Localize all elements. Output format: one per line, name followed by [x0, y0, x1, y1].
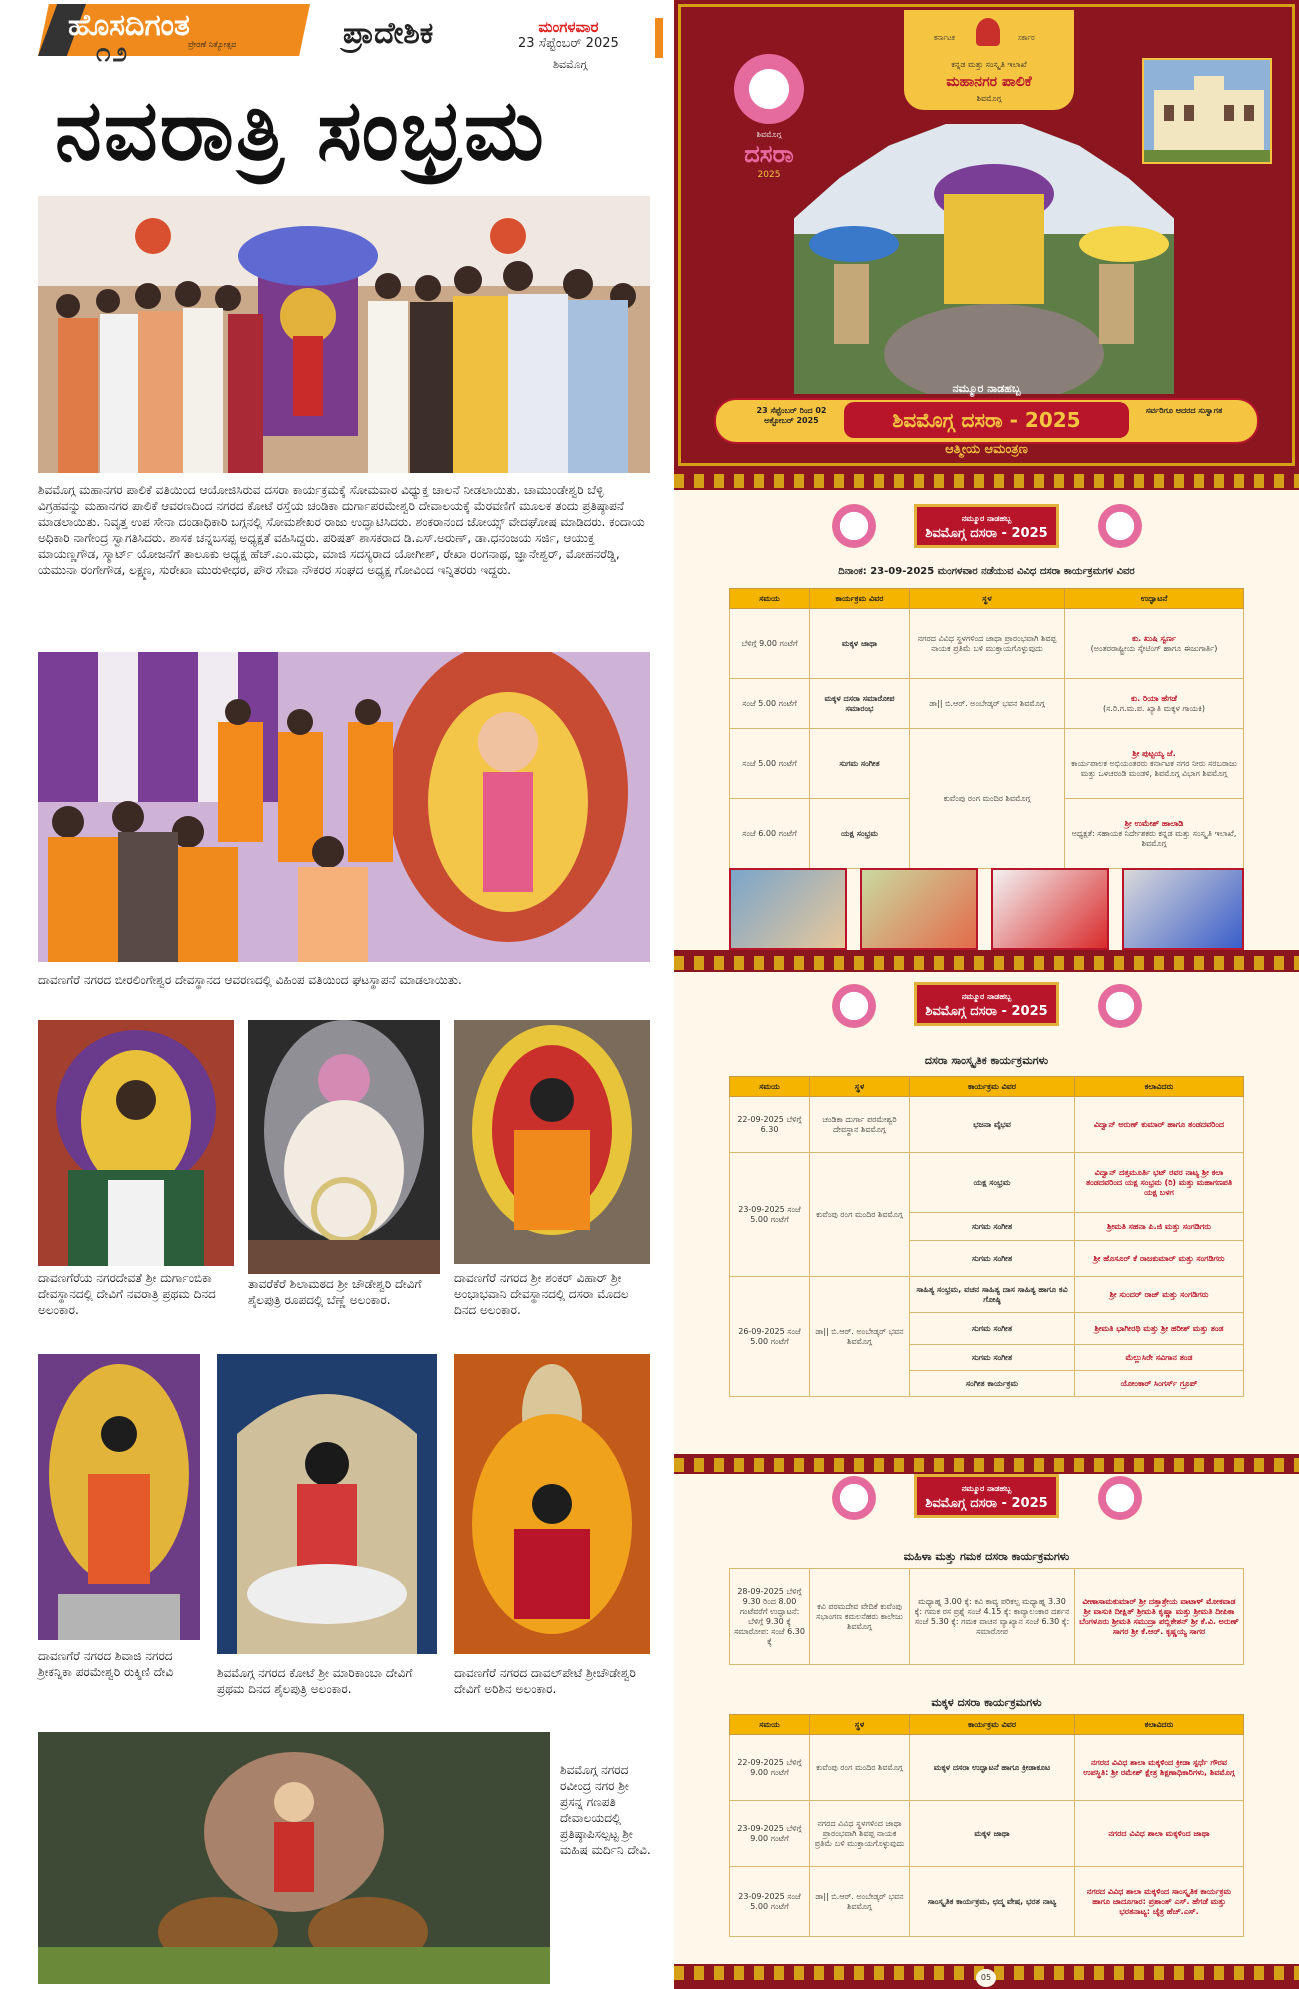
- caption-kannika: ದಾವಣಗೆರೆ ನಗರದ ಶಿವಾಜಿ ನಗರದ ಶ್ರೀಕನ್ನಿಕಾ ಪರಮೇಶ್ವರಿ ರುಕ್ಮಿಣಿ ದೇವಿ: [38, 1649, 174, 1679]
- panel2-banner: [914, 982, 1059, 1026]
- t4-artist: ನಗರದ ವಿವಿಧ ಶಾಲಾ ಮಕ್ಕಳಿಂದ ಸಾಂಸ್ಕೃತಿಕ ಕಾರ್ಯಕ್ರಮ ಹಾಗೂ ಜಾದೂಗಾರ: ಪ್ರಶಾಂತ್ ಎಸ್. ಹೆಗಡೆ ಮತ್ತು ಭರತನಾಟ್ಯ: ಚೈತ್ರ ಹೆಚ್.ಎಸ್.: [1075, 1867, 1244, 1937]
- t2-artist: ಯೋಂಕಾರ್ ಸಿಂಗರ್ಸ್ ಗ್ರೂಪ್: [1075, 1371, 1244, 1397]
- headline: ನವರಾತ್ರಿ ಸಂಭ್ರಮ: [55, 81, 546, 179]
- panel1-heading: ದಿನಾಂಕ: 23-09-2025 ಮಂಗಳವಾರ ನಡೆಯುವ ವಿವಿಧ ದಸರಾ ಕಾರ್ಯಕ್ರಮಗಳ ವಿವರ: [838, 566, 1135, 577]
- photo-dawalpet: [454, 1354, 650, 1654]
- photo-ceremony: [38, 196, 650, 473]
- photo-dawalpet-art: [454, 1354, 650, 1654]
- dasara-poster: [674, 0, 1299, 1989]
- t1-guest-note: ಕಾರ್ಯಪಾಲಕ ಅಭಿಯಂತರರು ಕರ್ನಾಟಕ ನಗರ ನೀರು ಸರಬರಾಜು ಮತ್ತು ಒಳಚರಂಡಿ ಮಂಡಳಿ, ಶಿವಮೊಗ್ಗ ವಿಭಾಗ ಶಿವಮೊಗ್ಗ: [1071, 758, 1237, 778]
- t2-time: 26-09-2025 ಸಂಜೆ 5.00 ಗಂಟೆಗೆ: [730, 1277, 810, 1397]
- t2-header-artist: ಕಲಾವಿದರು: [1075, 1077, 1244, 1097]
- photo-palike-building: [1142, 58, 1272, 164]
- section-name: ಪ್ರಾದೇಶಿಕ: [343, 16, 434, 51]
- caption-marikamba: ಶಿವಮೊಗ್ಗ ನಗರದ ಕೋಟೆ ಶ್ರೀ ಮಾರಿಕಾಂಬಾ ದೇವಿಗೆ ಪ್ರಥಮ ದಿನದ ಶೈಲಪುತ್ರಿ ಅಲಂಕಾರ.: [217, 1666, 413, 1696]
- photo-mahishamardini-art: [38, 1732, 550, 1984]
- edition-city: ಶಿವಮೊಗ್ಗ: [553, 58, 588, 71]
- photo-marikamba: [217, 1354, 437, 1654]
- t4-place: ಕುವೆಂಪು ರಂಗ ಮಂದಿರ ಶಿವಮೊಗ್ಗ: [810, 1735, 910, 1801]
- table-row: [730, 1153, 1244, 1213]
- t2-artist: ಶ್ರೀ ಸುಂದರ್ ರಾಜ್ ಮತ್ತು ಸಂಗಡಿಗರು: [1075, 1277, 1244, 1313]
- table-panel4: [729, 1714, 1244, 1937]
- photo-palike-building-art: [1144, 60, 1272, 164]
- t3-artist: ವೀಣಾಸಾಮಕುಮಾರ್ ಶ್ರೀ ದತ್ತಾತ್ರೇಯ ವಾಟಾಳ್ ಮೋಕವಾಡ ಶ್ರೀ ವಾಸುಕಿ ದೀಕ್ಷಿತ್ ಶ್ರೀಮತಿ ಕೃಷ್ಣಾ ಮತ್ತು ಶ್ರೀಮತಿ ದೀಪಿಕಾ ಬೆಂಗಳೂರು ಶ್ರೀಮತಿ ಸಮುದ್ರಾ ಪಬ್ಲಿಕೇಶನ್ ಶ್ರೀ ಕೆ.ವಿ. ಅರುಣ್ ಸಾಗರ ಶ್ರೀ ಕೆ.ಆರ್. ಕೃಷ್ಣಯ್ಯ ಸಾಗರ: [1075, 1569, 1244, 1665]
- t1-guest-cell: [1065, 799, 1244, 869]
- panel2-emblem-left: [832, 984, 876, 1028]
- t4-event: ಮಕ್ಕಳ ಜಾಥಾ: [910, 1801, 1075, 1867]
- t2-artist: ಮೆಲ್ಲುಸಿರೇ ಸವಿಗಾನ ತಂಡ: [1075, 1345, 1244, 1371]
- t4-place: ಡಾ|| ಬಿ.ಆರ್. ಅಂಬೇಡ್ಕರ್ ಭವನ ಶಿವಮೊಗ್ಗ: [810, 1867, 910, 1937]
- photo-mahishamardini: [38, 1732, 550, 1984]
- t4-place: ನಗರದ ವಿವಿಧ ಸ್ಥಳಗಳಿಂದ ಜಾಥಾ ಪ್ರಾರಂಭವಾಗಿ ಶಿವಪ್ಪ ನಾಯಕ ಪ್ರತಿಮೆ ಬಳಿ ಮುಕ್ತಾಯಗೊಳ್ಳುವುದು: [810, 1801, 910, 1867]
- t1-time: ಸಂಜೆ 5.00 ಗಂಟೆಗೆ: [730, 679, 810, 729]
- panel3-banner: [914, 1474, 1059, 1518]
- page-mark: 05: [976, 1969, 996, 1987]
- panel3-heading: ಮಹಿಳಾ ಮತ್ತು ಗಮಕ ದಸರಾ ಕಾರ್ಯಕ್ರಮಗಳು: [903, 1550, 1070, 1563]
- decorative-band-1: [674, 474, 1299, 488]
- panel1-banner-tagline: ನಮ್ಮೂರ ನಾಡಹಬ್ಬ: [961, 514, 1012, 523]
- t2-place: ಕುವೆಂಪು ರಂಗ ಮಂದಿರ ಶಿವಮೊಗ್ಗ: [810, 1153, 910, 1277]
- t1-guest: ಶ್ರೀ ಪುಟ್ಟಯ್ಯ ಜೆ.: [1132, 748, 1176, 758]
- t1-header-place: ಸ್ಥಳ: [910, 589, 1065, 609]
- date-box: [518, 18, 619, 51]
- t1-guest-cell: [1065, 609, 1244, 679]
- dates-left: 23 ಸೆಪ್ಟೆಂಬರ್ ರಿಂದ 02 ಅಕ್ಟೋಬರ್ 2025: [756, 406, 827, 425]
- weekday: ಮಂಗಳವಾರ: [538, 18, 599, 36]
- t1-guest-cell: [1065, 729, 1244, 799]
- t4-event: ಸಾಂಸ್ಕೃತಿಕ ಕಾರ್ಯಕ್ರಮ, ಛದ್ಮ ವೇಷ, ಭರತ ನಾಟ್ಯ: [910, 1867, 1075, 1937]
- table-row: [730, 1569, 1244, 1665]
- t1-place: ಡಾ|| ಬಿ.ಆರ್. ಅಂಬೇಡ್ಕರ್ ಭವನ ಶಿವಮೊಗ್ಗ: [910, 679, 1065, 729]
- t1-event: ಮಕ್ಕಳ ಜಾಥಾ: [810, 609, 910, 679]
- photo-cups-game: [991, 868, 1109, 950]
- t4-time: 22-09-2025 ಬೆಳಿಗ್ಗೆ 9.00 ಗಂಟೆಗೆ: [730, 1735, 810, 1801]
- photo-ambabhavani-art: [454, 1020, 650, 1264]
- table-row: [730, 1867, 1244, 1937]
- panel3-emblem-right: [1098, 1476, 1142, 1520]
- newspaper-logo: ಹೊಸದಿಗಂತ: [68, 8, 190, 43]
- table-panel3: [729, 1568, 1244, 1665]
- t1-event: ಸುಗಮ ಸಂಗೀತ: [810, 729, 910, 799]
- schedule-panel-3: [674, 1474, 1299, 1964]
- t2-place: ಡಾ|| ಬಿ.ಆರ್. ಅಂಬೇಡ್ಕರ್ ಭವನ ಶಿವಮೊಗ್ಗ: [810, 1277, 910, 1397]
- photo-ghatasthapana: [38, 652, 650, 962]
- panel1-emblem-right: [1098, 504, 1142, 548]
- photo-kids-painting: [729, 868, 847, 950]
- table-row: [730, 679, 1244, 729]
- t3-time: 28-09-2025 ಬೆಳಿಗ್ಗೆ 9.30 ರಿಂದ 8.00 ಗಂಟೆವರೆಗೆ ಉದ್ಘಾಟನೆ: ಬೆಳಿಗ್ಗೆ 9.30 ಕ್ಕೆ ಸಮಾರೋಪ: ಸಂಜೆ 6.30 ಕ್ಕೆ: [730, 1569, 810, 1665]
- t3-event: ಮಧ್ಯಾಹ್ನ 3.00 ಕ್ಕೆ: ಕವಿ ಕಾವ್ಯ ಪರಿಕಲ್ಪ ಮಧ್ಯಾಹ್ನ 3.30 ಕ್ಕೆ: ಗಮಕ ರಸ ಪ್ರಶ್ನೆ ಸಂಜೆ 4.15 ಕ್ಕೆ: ಕಾವ್ಯಾಲಂಕಾರ ದರ್ಶನ ಸಂಜೆ 5.30 ಕ್ಕೆ: ಗಮಕ ವಾಚನ ವ್ಯಾಖ್ಯಾನ ಸಂಜೆ 6.30 ಕ್ಕೆ: ಸಮಾರೋಪ: [910, 1569, 1075, 1665]
- table-row: [730, 1277, 1244, 1313]
- panel3-banner-title: ಶಿವಮೊಗ್ಗ ದಸರಾ - 2025: [925, 1496, 1048, 1511]
- panel1-banner-title: ಶಿವಮೊಗ್ಗ ದಸರಾ - 2025: [925, 526, 1048, 541]
- t1-guest-note: ಅಧ್ಯಕ್ಷತೆ: ಸಹಾಯಕ ನಿರ್ದೇಶಕರು ಕನ್ನಡ ಮತ್ತು ಸಂಸ್ಕೃತಿ ಇಲಾಖೆ, ಶಿವಮೊಗ್ಗ: [1071, 828, 1237, 848]
- masthead: [38, 4, 663, 71]
- caption-chowdeshwari: ತಾವರೆಕೆರೆ ಶಿಲಾಮಠದ ಶ್ರೀ ಚೌಡೇಶ್ವರಿ ದೇವಿಗೆ ಶೈಲಪುತ್ರಿ ರೂಪದಲ್ಲಿ ಬೆಣ್ಣೆ ಅಲಂಕಾರ.: [248, 1277, 422, 1307]
- photo-chowdeshwari-art: [248, 1020, 440, 1274]
- caption-mahishamardini: ಶಿವಮೊಗ್ಗ ನಗರದ ರವೀಂದ್ರ ನಗರ ಶ್ರೀ ಪ್ರಸನ್ನ ಗಣಪತಿ ದೇವಾಲಯದಲ್ಲಿ ಪ್ರತಿಷ್ಠಾಪಿಸಲ್ಪಟ್ಟ ಶ್ರೀ ಮಹಿಷ ಮರ್ದಿನಿ ದೇವಿ.: [560, 1763, 651, 1857]
- page-number: ೧೨: [96, 38, 130, 68]
- t1-header-event: ಕಾರ್ಯಕ್ರಮ ವಿವರ: [810, 589, 910, 609]
- t2-event: ಯಕ್ಷ ಸಂಭ್ರಮ: [910, 1153, 1075, 1213]
- t1-guest: ಕು. ಖುಷಿ ಸ್ವರ್ಣ: [1131, 633, 1177, 643]
- t2-artist: ವಿದ್ವಾನ್ ದತ್ತಮೂರ್ತಿ ಭಟ್ ರವರ ನಾಟ್ಯ ಶ್ರೀ ಕಲಾ ತಂಡದವರಿಂದ ಯಕ್ಷ ಸಂಭ್ರಮ (ರಿ) ಮತ್ತು ಮಹಾಗಣಪತಿ ಯಕ್ಷ ಬಳಗ: [1075, 1153, 1244, 1213]
- panel2-banner-title: ಶಿವಮೊಗ್ಗ ದಸರಾ - 2025: [925, 1004, 1048, 1019]
- t2-event: ಸುಗಮ ಸಂಗೀತ: [910, 1213, 1075, 1241]
- panel3-subheading: ಮಕ್ಕಳ ದಸರಾ ಕಾರ್ಯಕ್ರಮಗಳು: [931, 1696, 1042, 1709]
- dasara-logo-medallion: [734, 54, 804, 124]
- t2-artist: ವಿದ್ವಾನ್ ಅರುಣ್ ಕುಮಾರ್ ಹಾಗೂ ತಂಡದವರಿಂದ: [1075, 1097, 1244, 1153]
- t1-event: ಮಕ್ಕಳ ದಸರಾ ಸಮಾರೋಪ ಸಮಾರಂಭ: [810, 679, 910, 729]
- t2-time: 23-09-2025 ಸಂಜೆ 5.00 ಗಂಟೆಗೆ: [730, 1153, 810, 1277]
- invite-label: ಆತ್ಮೀಯ ಆಮಂತ್ರಣ: [945, 442, 1028, 457]
- photo-marikamba-art: [217, 1354, 437, 1654]
- t1-place: ನಗರದ ವಿವಿಧ ಸ್ಥಳಗಳಿಂದ ಜಾಥಾ ಪ್ರಾರಂಭವಾಗಿ ಶಿವಪ್ಪ ನಾಯಕ ಪ್ರತಿಮೆ ಬಳಿ ಮುಕ್ತಾಯಗೊಳ್ಳುವುದು: [910, 609, 1065, 679]
- t2-event: ಸುಗಮ ಸಂಗೀತ: [910, 1241, 1075, 1277]
- table-row: [730, 609, 1244, 679]
- dasara-logo-word: ದಸರಾ: [744, 140, 794, 168]
- t2-event: ಸಂಗೀತ ಕಾರ್ಯಕ್ರಮ: [910, 1371, 1075, 1397]
- table-row: [730, 1097, 1244, 1153]
- t4-artist: ನಗರದ ವಿವಿಧ ಶಾಲಾ ಮಕ್ಕಳಿಂದ ಜಾಥಾ: [1075, 1801, 1244, 1867]
- panel2-banner-tagline: ನಮ್ಮೂರ ನಾಡಹಬ್ಬ: [961, 992, 1012, 1001]
- org-name: ಮಹಾನಗರ ಪಾಲಿಕೆ: [946, 74, 1032, 90]
- table-panel2: [729, 1076, 1244, 1397]
- invitation-panel: [674, 0, 1299, 470]
- t1-guest-cell: [1065, 679, 1244, 729]
- t2-header-time: ಸಮಯ: [730, 1077, 810, 1097]
- table-panel1: [729, 588, 1244, 869]
- org-city: ಶಿವಮೊಗ್ಗ: [976, 94, 1002, 103]
- t1-guest: ಕು. ರಿಯಾ ಹೆಗಡೆ: [1131, 693, 1177, 703]
- t2-artist: ಶ್ರೀ ಹೊಸೂರ್ ಕೆ ರಾಜಕುಮಾರ್ ಮತ್ತು ಸಂಗಡಿಗರು: [1075, 1241, 1244, 1277]
- welcome-right: ಸರ್ವರಿಗೂ ಆದರದ ಸುಸ್ವಾಗತ: [1145, 406, 1223, 415]
- t1-header-time: ಸಮಯ: [730, 589, 810, 609]
- t2-place: ಚಂಡಿಕಾ ದುರ್ಗಾ ಪರಮೇಶ್ವರಿ ದೇವಸ್ಥಾನ ಶಿವಮೊಗ್ಗ: [810, 1097, 910, 1153]
- logo-tagline: ಪ್ರೇರಣೆ ನಿತ್ಯೋತ್ಸವ: [188, 40, 237, 49]
- panel2-heading: ದಸರಾ ಸಾಂಸ್ಕೃತಿಕ ಕಾರ್ಯಕ್ರಮಗಳು: [924, 1054, 1049, 1067]
- story-ceremony: ಶಿವಮೊಗ್ಗ ಮಹಾನಗರ ಪಾಲಿಕೆ ವತಿಯಿಂದ ಆಯೋಜಿಸಿರುವ ದಸರಾ ಕಾರ್ಯಕ್ರಮಕ್ಕೆ ಸೋಮವಾರ ವಿಧ್ಯುಕ್ತ ಚಾಲನೆ ನೀಡಲಾಯಿತು. ಚಾಮುಂಡೇಶ್ವರಿ ಬೆಳ್ಳಿ ವಿಗ್ರಹವನ್ನು ಮಹಾನಗರ ಪಾಲಿಕೆ ಆವರಣದಿಂದ ನಗರದ ಕೋಟೆ ರಸ್ತೆಯ ಚಂಡಿಕಾ ದುರ್ಗಾಪರಮೇಶ್ವರಿ ದೇವಾಲಯಕ್ಕೆ ಮೆರವಣಿಗೆ ಮೂಲಕ ತಂದು ಪ್ರತಿಷ್ಠಾಪನೆ ಮಾಡಲಾಯಿತು. ನಿವೃತ್ತ ಉಪ ಸೇನಾ ದಂಡಾಧಿಕಾರಿ ಬಗ್ಗನಲ್ಲಿ ಸೋಮಶೇಖರ ರಾಜು ಉದ್ಘಾಟಿಸಿದರು. ಶಂಕರಾನಂದ ಜೋಯ್ಸ್ ವೇದಘೋಷ ಮಾಡಿದರು. ಕಂದಾಯ ಅಧಿಕಾರಿ ನಾಗೇಂದ್ರ ಸ್ವಾಗತಿಸಿದರು. ಶಾಸಕ ಚನ್ನಬಸಪ್ಪ ಅಧ್ಯಕ್ಷತೆ ವಹಿಸಿದ್ದರು. ಪರಿಷತ್ ಶಾಸಕರಾದ ಡಿ.ಎಸ್.ಅರುಣ್, ಡಾ.ಧನಂಜಯ ಸರ್ಜಿ, ಆಯುಕ್ತ ಮಾಯಣ್ಣಗೌಡ, ಸ್ಮಾರ್ಟ್ ಯೋಜನೆಗೆ ತಾಲೂಕು ಅಧ್ಯಕ್ಷ ಹೆಚ್.ಎಂ.ಮಧು, ಮಾಜಿ ಸದಸ್ಯರಾದ ಯೋಗೀಶ್, ರೇಖಾ ರಂಗನಾಥ, ಜ್ಞಾನೇಶ್ವರ್, ಮೋಹನರೆಡ್ಡಿ, ಯಮುನಾ ರಂಗೇಗೌಡ, ಲಕ್ಷ್ಮಣ, ಸುರೇಖಾ ಮುರುಳೀಧರ, ಪೌರ ಸೇವಾ ನೌಕರರ ಸಂಘದ ಅಧ್ಯಕ್ಷ ಗೋವಿಂದ ಇನ್ನಿತರರು ಇದ್ದರು.: [38, 483, 645, 577]
- photo-chowdeshwari: [248, 1020, 440, 1274]
- table-row: [730, 729, 1244, 799]
- table-row: [730, 1735, 1244, 1801]
- photo-kannika-art: [38, 1354, 200, 1640]
- dasara-logo: [714, 54, 824, 184]
- t1-time: ಸಂಜೆ 5.00 ಗಂಟೆಗೆ: [730, 729, 810, 799]
- decorative-band-3: [674, 1458, 1299, 1472]
- t1-time: ಸಂಜೆ 6.00 ಗಂಟೆಗೆ: [730, 799, 810, 869]
- photo-durgambika-art: [38, 1020, 234, 1266]
- t4-header-place: ಸ್ಥಳ: [810, 1715, 910, 1735]
- t4-header-event: ಕಾರ್ಯಕ್ರಮ ವಿವರ: [910, 1715, 1075, 1735]
- panel1-banner: [914, 504, 1059, 548]
- table-row: [730, 1801, 1244, 1867]
- panel3-emblem-left: [832, 1476, 876, 1520]
- panel3-banner-tagline: ನಮ್ಮೂರ ನಾಡಹಬ್ಬ: [961, 1484, 1012, 1493]
- t1-place: ಕುವೆಂಪು ರಂಗ ಮಂದಿರ ಶಿವಮೊಗ್ಗ: [910, 729, 1065, 869]
- t2-event: ಭಜನಾ ವೈಭವ: [910, 1097, 1075, 1153]
- govt-right-label: ಸರ್ಕಾರ: [1018, 34, 1035, 42]
- t1-guest-note: (ಸ.ರಿ.ಗ.ಮ.ಪ. ಖ್ಯಾತಿ ಮಕ್ಕಳ ಗಾಯಕಿ): [1103, 703, 1205, 713]
- issue-date: 23 ಸೆಪ್ಟೆಂಬರ್ 2025: [518, 36, 619, 51]
- t2-header-event: ಕಾರ್ಯಕ್ರಮ ವಿವರ: [910, 1077, 1075, 1097]
- photo-kids-race: [1122, 868, 1244, 950]
- story-ghatasthapana: ದಾವಣಗೆರೆ ನಗರದ ಬೀರಲಿಂಗೇಶ್ವರ ದೇವಸ್ಥಾನದ ಆವರಣದಲ್ಲಿ ವಿಹಿಂಪ ವತಿಯಿಂದ ಘಟಸ್ಥಾಪನೆ ಮಾಡಲಾಯಿತು.: [38, 973, 462, 987]
- photo-ceremony-art: [38, 196, 650, 473]
- t3-place: ಕವಿ ಪರಮದೇವ ವೇದಿಕೆ ಕುವೆಂಪು ಸಭಾಂಗಣ ಕಮಲನೆಹರು ಕಾಲೇಜು ಶಿವಮೊಗ್ಗ: [810, 1569, 910, 1665]
- panel2-emblem-right: [1098, 984, 1142, 1028]
- photo-kids-walking: [860, 868, 978, 950]
- decorative-band-2: [674, 956, 1299, 970]
- photo-ghatasthapana-art: [38, 652, 650, 962]
- t1-time: ಬೆಳಿಗ್ಗೆ 9.00 ಗಂಟೆಗೆ: [730, 609, 810, 679]
- t2-artist: ಶ್ರೀಮತಿ ಸಹನಾ ಪಿ.ಜಿ ಮತ್ತು ಸಂಗಡಿಗರು: [1075, 1213, 1244, 1241]
- t1-guest-note: (ಅಂತರರಾಷ್ಟ್ರೀಯ ಸ್ಕೇಟಿಂಗ್ ಹಾಗೂ ಈಜುಗಾರ್ತಿ): [1090, 643, 1218, 653]
- t1-guest: ಶ್ರೀ ಉಮೇಶ್ ಹಾಲಾಡಿ: [1124, 818, 1184, 828]
- masthead-bar: [655, 18, 663, 58]
- caption-durgambika: ದಾವಣಗೆರೆಯ ನಗರದೇವತೆ ಶ್ರೀ ದುರ್ಗಾಂಬಿಕಾ ದೇವಸ್ಥಾನದಲ್ಲಿ ದೇವಿಗೆ ನವರಾತ್ರಿ ಪ್ರಥಮ ದಿನದ ಅಲಂಕಾರ.: [38, 1271, 216, 1317]
- schedule-panel-2: [674, 972, 1299, 1454]
- schedule-panel-1: [674, 490, 1299, 950]
- t1-header-guest: ಉದ್ಘಾಟನೆ: [1065, 589, 1244, 609]
- panel1-emblem-left: [832, 504, 876, 548]
- tagline: ನಮ್ಮೂರ ನಾಡಹಬ್ಬ: [952, 382, 1021, 395]
- t2-time: 22-09-2025 ಬೆಳಿಗ್ಗೆ 6.30: [730, 1097, 810, 1153]
- t2-header-place: ಸ್ಥಳ: [810, 1077, 910, 1097]
- t2-event: ಸುಗಮ ಸಂಗೀತ: [910, 1345, 1075, 1371]
- photo-ambabhavani: [454, 1020, 650, 1264]
- t4-event: ಮಕ್ಕಳ ದಸರಾ ಉದ್ಘಾಟನೆ ಹಾಗೂ ಕ್ರೀಡಾಕೂಟ: [910, 1735, 1075, 1801]
- photo-strip: [729, 868, 1244, 950]
- dasara-logo-year: 2025: [757, 170, 781, 180]
- t4-time: 23-09-2025 ಸಂಜೆ 5.00 ಗಂಟೆಗೆ: [730, 1867, 810, 1937]
- govt-left-label: ಕರ್ನಾಟಕ: [934, 34, 955, 42]
- t2-event: ಸಾಹಿತ್ಯ ಸಂಭ್ರಮ, ವಚನ ಸಾಹಿತ್ಯ ದಾಸ ಸಾಹಿತ್ಯ ಹಾಗೂ ಕವಿ ಗೋಷ್ಠಿ: [910, 1277, 1075, 1313]
- t4-artist: ನಗರದ ವಿವಿಧ ಶಾಲಾ ಮಕ್ಕಳಿಂದ ಕ್ರೀಡಾ ಸ್ಪರ್ಧೆ ಗೌರವ ಉಪಸ್ಥಿತಿ: ಶ್ರೀ ರಮೇಶ್ ಕ್ಷೇತ್ರ ಶಿಕ್ಷಣಾಧಿಕಾರಿಗಳು, ಶಿವಮೊಗ್ಗ: [1075, 1735, 1244, 1801]
- state-emblem: [976, 18, 1000, 46]
- t4-header-artist: ಕಲಾವಿದರು: [1075, 1715, 1244, 1735]
- t4-time: 23-09-2025 ಬೆಳಿಗ್ಗೆ 9.00 ಗಂಟೆಗೆ: [730, 1801, 810, 1867]
- photo-kannika: [38, 1354, 200, 1640]
- caption-dawalpet: ದಾವಣಗೆರೆ ನಗರದ ದಾವಲ್‌ಪೇಟೆ ಶ್ರೀಚೌಡೇಶ್ವರಿ ದೇವಿಗೆ ಅರಿಶಿನ ಅಲಂಕಾರ.: [454, 1666, 636, 1696]
- dasara-logo-city: ಶಿವಮೊಗ್ಗ: [756, 130, 782, 139]
- t4-header-time: ಸಮಯ: [730, 1715, 810, 1735]
- caption-ambabhavani: ದಾವಣಗೆರೆ ನಗರದ ಶ್ರೀ ಶಂಕರ್ ವಿಹಾರ್ ಶ್ರೀ ಅಂಭಾಭವಾನಿ ದೇವಸ್ಥಾನದಲ್ಲಿ ದಸರಾ ಮೊದಲ ದಿನದ ಅಲಂಕಾರ.: [454, 1271, 629, 1317]
- t2-event: ಸುಗಮ ಸಂಗೀತ: [910, 1313, 1075, 1345]
- t2-artist: ಶ್ರೀಮತಿ ಭಾಗೀರಥಿ ಮತ್ತು ಶ್ರೀ ಹರೀಶ್ ಮತ್ತು ತಂಡ: [1075, 1313, 1244, 1345]
- t1-event: ಯಕ್ಷ ಸಂಭ್ರಮ: [810, 799, 910, 869]
- org-line: ಕನ್ನಡ ಮತ್ತು ಸಂಸ್ಕೃತಿ ಇಲಾಖೆ: [951, 60, 1027, 69]
- photo-durgambika: [38, 1020, 234, 1266]
- poster-title: ಶಿವಮೊಗ್ಗ ದಸರಾ - 2025: [844, 402, 1129, 438]
